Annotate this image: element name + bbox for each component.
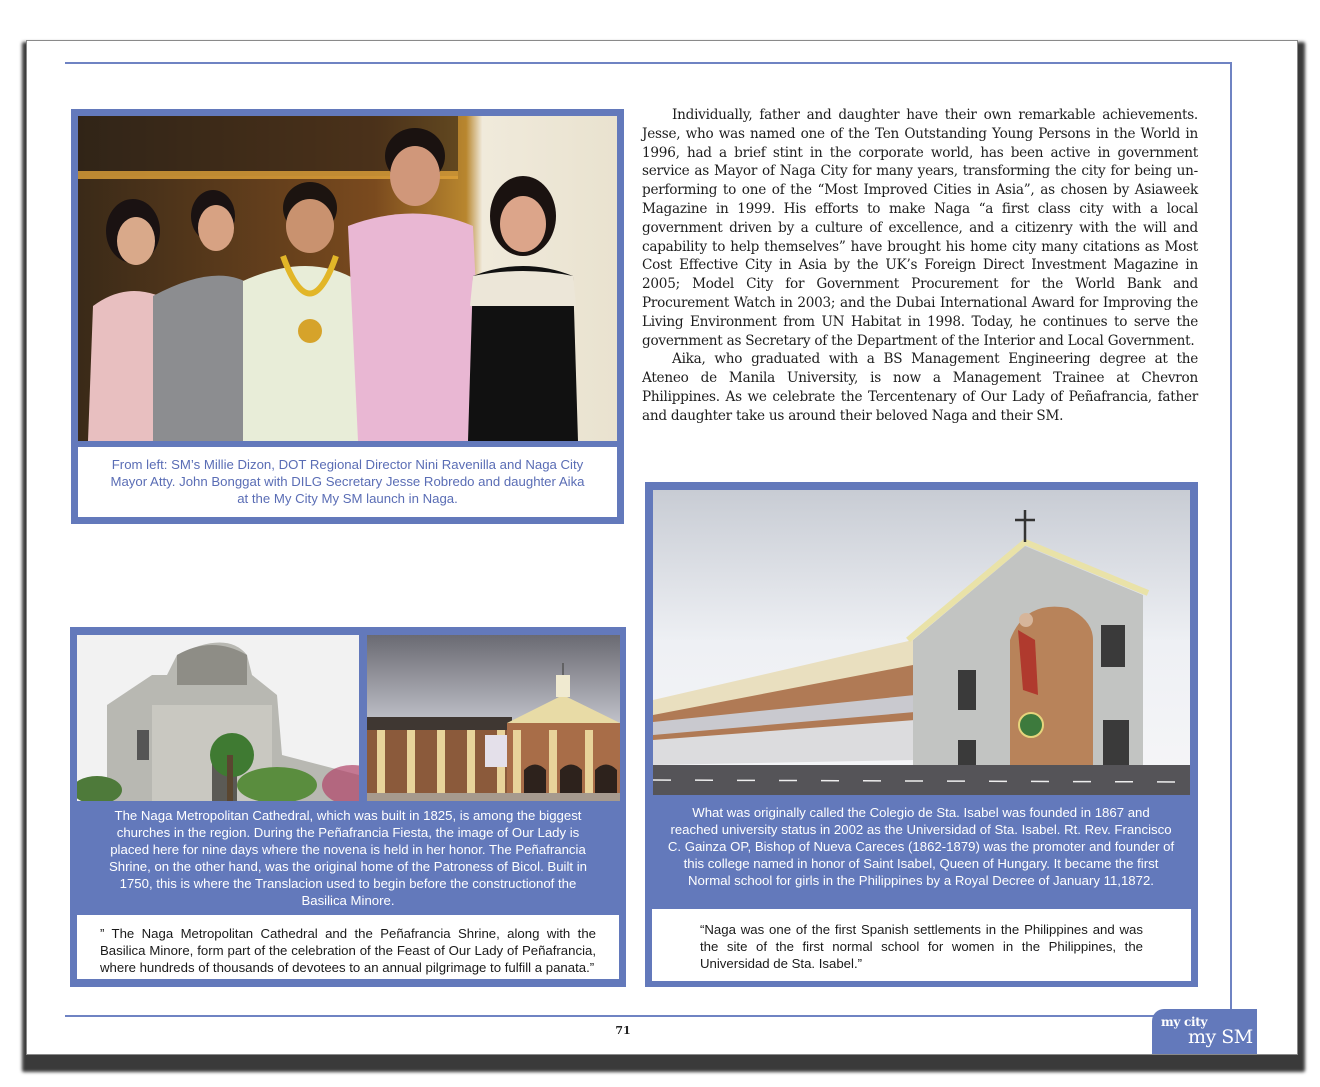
- right-rule: [1230, 62, 1232, 1012]
- my-city-my-sm-logo: [1152, 1009, 1257, 1054]
- college-photo-frame: [645, 482, 1198, 987]
- college-quote-text: “Naga was one of the first Spanish settlements in the Philippines and was the site of the first normal school for women in the Philippines, the Universidad de Sta. Isabel.”: [700, 922, 1143, 971]
- group-caption-text: From left: SM’s Millie Dizon, DOT Regional Director Nini Ravenilla and Naga City Mayor Atty. John Bonggat with DILG Secretary Jesse Robredo and daughter Aika at the My City My SM launch in Naga.: [110, 457, 585, 506]
- article-paragraph: Individually, father and daughter have their own remarkable achievements. Jesse, who was named one of the Ten Outstanding Young Persons in the World in 1996, had a brief stint in the corporate world, has been active in government service as Mayor of Naga City for many years, transforming the city for being un-performing to one of the “Most Improved Cities in Asia”, as chosen by Asiaweek Magazine in 1999. His efforts to make Naga “a first class city with a local government driven by a culture of excellence, and a citizenry with the will and capability to help themselves” have brought his home city many citations as Most Cost Effective City in Asia by the UK’s Foreign Direct Investment Magazine in 2005; Model City for Government Procurement for the World Bank and Procurement Watch in 2003; and the Dubai International Award for Improving the Living Environment from UN Habitat in 1998. Today, he continues to serve the government as Secretary of the Department of the Interior and Local Government.: [642, 107, 1198, 349]
- logo-line-1: my city: [1161, 1015, 1208, 1029]
- cathedral-quote-text: ” The Naga Metropolitan Cathedral and the Peñafrancia Shrine, along with the Basilica Minore, form part of the celebration of the Feast of Our Lady of Peñafrancia, where hundreds of thousands of devotees to an annual pilgrimage to fulfill a panata.”: [100, 926, 596, 975]
- college-caption-text: What was originally called the Colegio de Sta. Isabel was founded in 1867 and reached university status in 2002 as the Universidad of Sta. Isabel. Rt. Rev. Francisco C. Gainza OP, Bishop of Nueva Careces (1862-1879) was the promoter and founder of this college named in honor of Saint Isabel, Queen of Hungary. It became the first Normal school for girls in the Philippines by a Royal Decree of January 11,1872.: [667, 805, 1175, 888]
- cathedral-photo-frame: [70, 627, 626, 987]
- cathedral-photo: [77, 635, 359, 801]
- cathedral-caption-text: The Naga Metropolitan Cathedral, which was built in 1825, is among the biggest churches in the region. During the Peñafrancia Fiesta, the image of Our Lady is placed here for nine days where the novena is held in her honor. The Peñafrancia Shrine, on the other hand, was the original home of the Patroness of Bicol. Built in 1750, this is where the Translacion used to begin before the constructionof the Basilica Minore.: [109, 808, 587, 908]
- page-number: 71: [615, 1024, 631, 1037]
- top-rule: [65, 62, 1232, 64]
- bottom-rule: [65, 1015, 1155, 1017]
- group-photo-frame: [71, 109, 624, 524]
- college-caption: [667, 804, 1175, 889]
- group-photo-caption: [78, 447, 617, 517]
- article-paragraph: Aika, who graduated with a BS Management Engineering degree at the Ateneo de Manila University, is now a Management Trainee at Chevron Philippines. As we celebrate the Tercentenary of Our Lady of Peñafrancia, father and daughter take us around their beloved Naga and their SM.: [642, 351, 1198, 424]
- college-quote-box: [652, 909, 1191, 981]
- college-photo: [653, 490, 1190, 795]
- cathedral-caption: [100, 807, 596, 909]
- cathedral-quote-box: [77, 915, 619, 979]
- group-photo: [78, 116, 617, 441]
- shrine-photo: [367, 635, 620, 801]
- article-body: [642, 106, 1198, 426]
- logo-line-2: my SM: [1188, 1026, 1253, 1048]
